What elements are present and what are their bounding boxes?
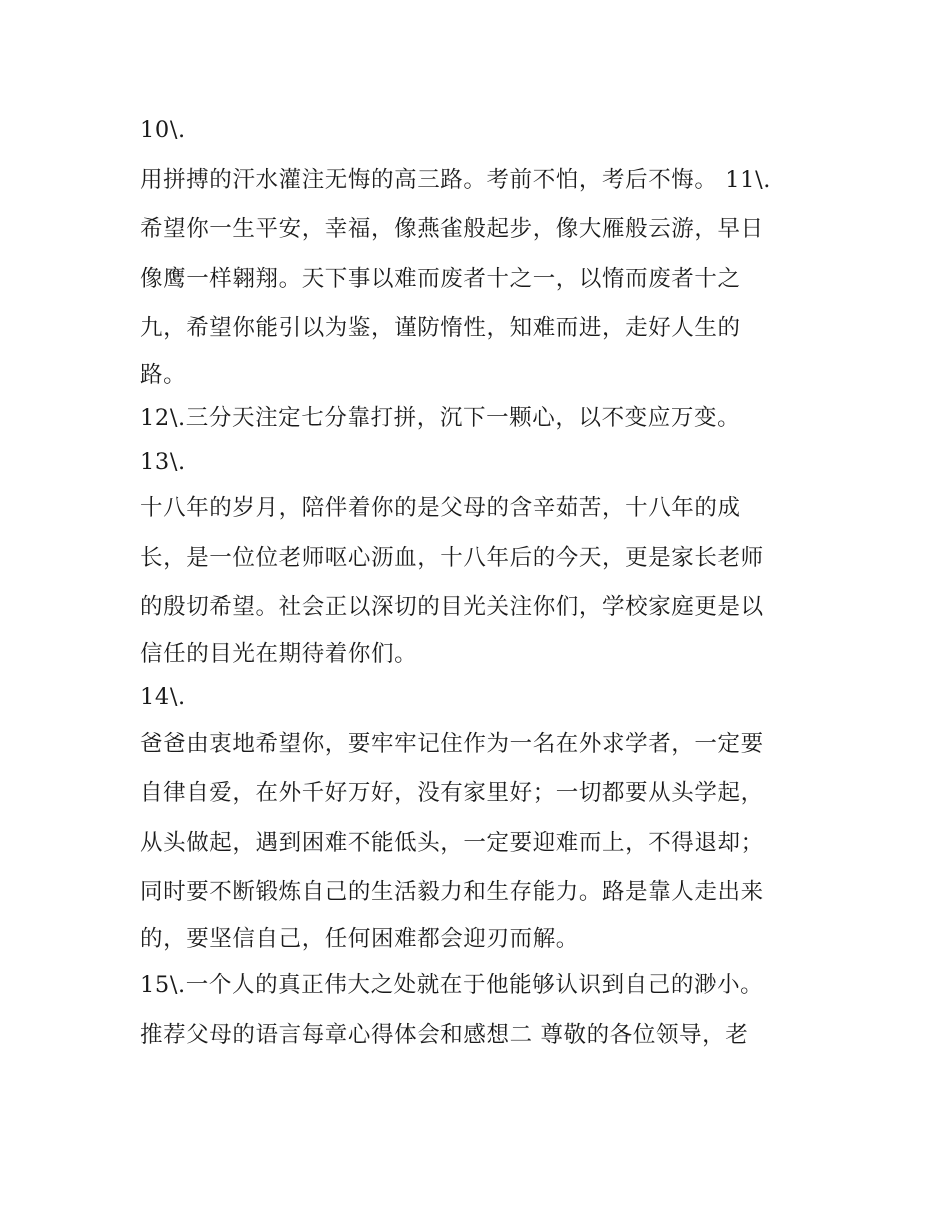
text-line: 12\.三分天注定七分靠打拼，沉下一颗心，以不变应万变。 [140, 405, 741, 431]
text-line: 10\. [140, 117, 186, 143]
text-line: 同时要不断锻炼自己的生活毅力和生存能力。路是靠人走出来 [140, 879, 764, 905]
text-line: 路。 [140, 361, 187, 388]
text-line: 用拼搏的汗水灌注无悔的高三路。考前不怕，考后不悔。 11\. [140, 166, 772, 193]
body-text [140, 106, 820, 1060]
text-line: 像鹰一样翱翔。天下事以难而废者十之一，以惰而废者十之 [140, 265, 741, 292]
text-line: 信任的目光在期待着你们。 [140, 640, 418, 667]
text-line: 15\.一个人的真正伟大之处就在于他能够认识到自己的渺小。 [140, 972, 764, 998]
text-line: 长，是一位位老师呕心沥血，十八年后的今天，更是家长老师 [140, 544, 764, 571]
text-line: 九，希望你能引以为鉴，谨防惰性，知难而进，走好人生的 [140, 315, 741, 341]
text-line: 13\. [140, 448, 186, 475]
text-line: 的殷切希望。社会正以深切的目光关注你们，学校家庭更是以 [140, 594, 764, 620]
text-line: 十八年的岁月，陪伴着你的是父母的含辛茹苦，十八年的成 [140, 495, 741, 521]
text-line: 从头做起，遇到困难不能低头，一定要迎难而上，不得退却； [140, 829, 764, 856]
text-line: 14\. [140, 684, 186, 710]
text-line: 希望你一生平安，幸福，像燕雀般起步，像大雁般云游，早日 [140, 216, 764, 242]
text-line: 推荐父母的语言每章心得体会和感想二 尊敬的各位领导，老 [140, 1021, 749, 1048]
text-line: 自律自爱，在外千好万好，没有家里好；一切都要从头学起， [140, 780, 764, 806]
text-line: 爸爸由衷地希望你，要牢牢记住作为一名在外求学者，一定要 [140, 730, 764, 757]
text-line: 的，要坚信自己，任何困难都会迎刃而解。 [140, 925, 579, 952]
